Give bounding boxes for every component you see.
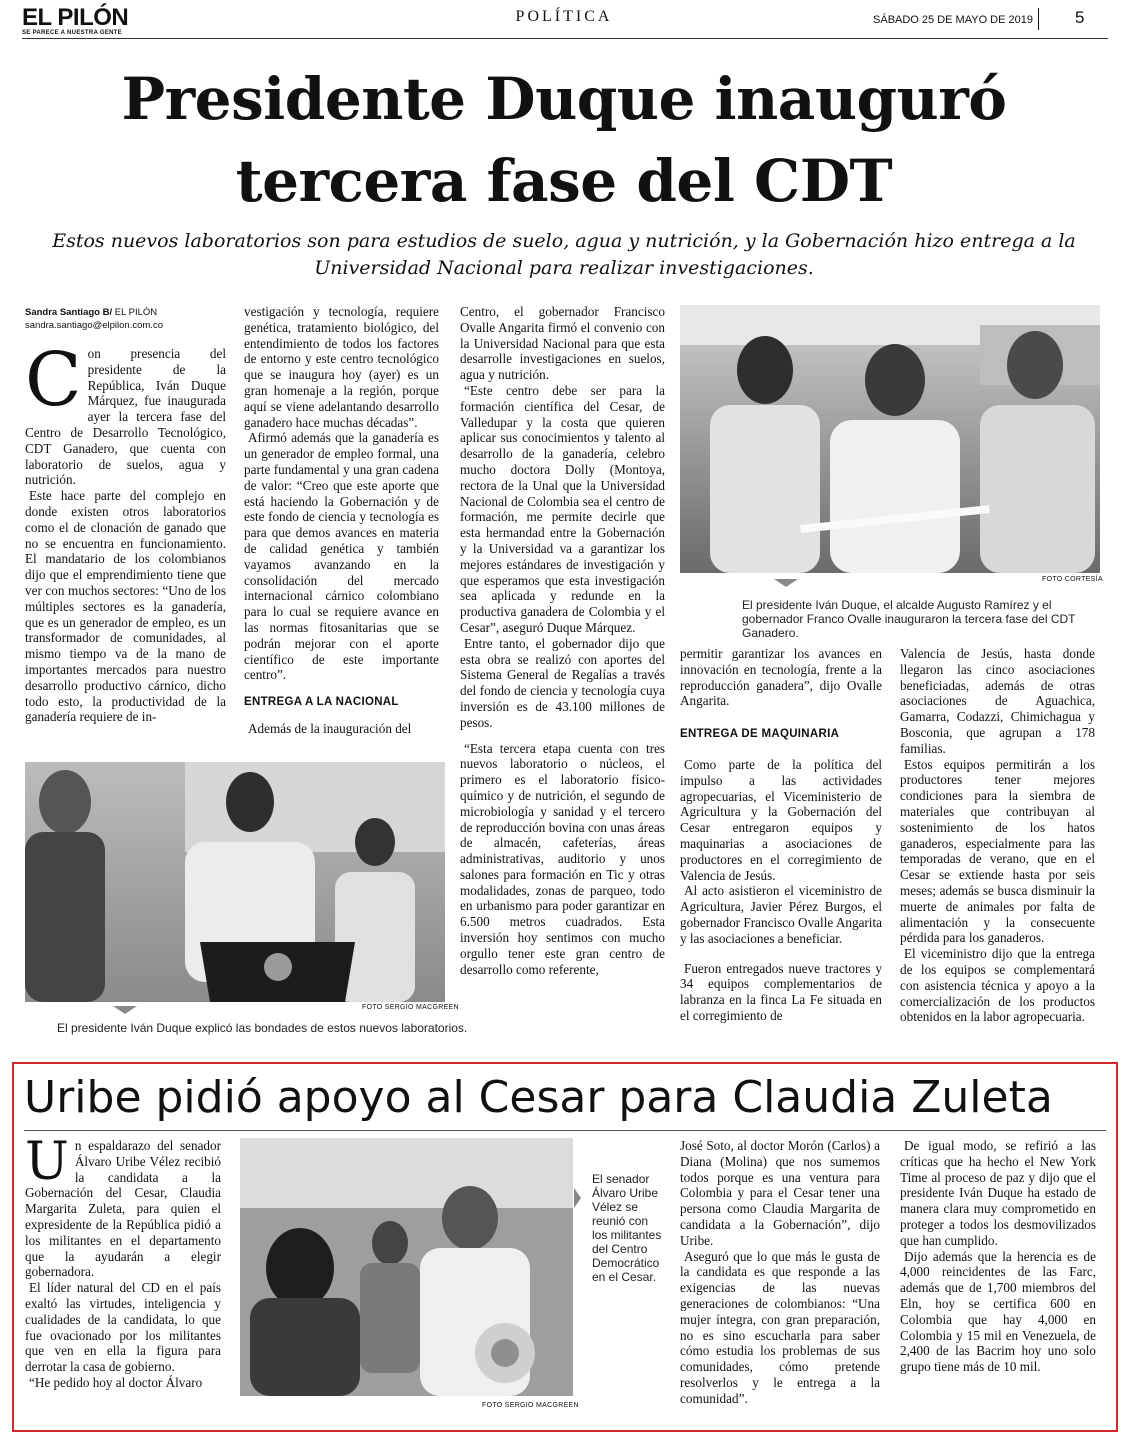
paragraph: “Este centro debe ser para la formación científica del Cesar, de Valledupar y la costa que quieren aplicar sus conocimientos y talento al desarrollo de la ganadería, celebro mucho doctora Dolly (Montoya, rectora de la Unal que la Universidad Nacional de Colombia sea el centro de formación, me permite decirle que esta hermandad entre la Gobernación y la Universidad va a garantizar los mejores estándares de investigación y que esperamos que esta investigación sea aplicada y redunde en la productiva ganadera de Colombia y el Cesar”, aseguró Duque Márquez. bbox=[460, 382, 665, 635]
subhead-entrega-nacional: ENTREGA A LA NACIONAL bbox=[244, 696, 399, 709]
paragraph: Estos equipos permitirán a los productores tener mejores condiciones para la siembra de materiales que contribuyan al sostenimiento de los hatos ganaderos, especialmente para las temporadas de verano, que en el Cesar se extiende hasta por seis meses; además se busca disminuir la muerte de animales por falta de alimentación y la consecuente pérdida para los ganaderos. bbox=[900, 756, 1095, 946]
photo-credit: FOTO SERGIO MACGREEN bbox=[482, 1402, 579, 1409]
paragraph: El viceministro dijo que la entrega de los equipos se complementará con asistencia técnica y apoyo a la comercialización de los productos obtenidos en la labor agropecuaria. bbox=[900, 946, 1095, 1025]
article2-column-4 bbox=[900, 1138, 1096, 1375]
paragraph: Como parte de la política del impulso a las actividades agropecuarias, el Viceministerio de Agricultura y la Gobernación del Cesar entregaron equipos y maquinarias a asociaciones de productores en el corregimiento de Valencia de Jesús. bbox=[680, 756, 882, 883]
article1-column-5 bbox=[900, 646, 1095, 1025]
section-title: POLÍTICA bbox=[515, 8, 613, 25]
paragraph: vestigación y tecnología, requiere genética, tratamiento biológico, del entendimiento de todos los factores de entorno y este centro tecnológico que se inaugura hoy (ayer) es un gran homenaje a la región, porque aquí se viene adelantando desarrollo ganadero hace muchas décadas”. bbox=[244, 304, 439, 430]
paragraph: Afirmó además que la ganadería es un generador de empleo formal, una parte fundamental y una gran cadena de valor: “Creo que este aporte que está haciendo la Gobernación y de este fondo de ciencia y tecnología es para que demos avances en materia de calidad genética y también vayamos avanzando en la consolidación del mercado internacional cárnico colombiano para lo cual se requiere avance en las normas fitosanitarias que se podrán mejorar con el aporte científico de este importante centro”. bbox=[244, 430, 439, 683]
photo-caption: El presidente Iván Duque, el alcalde Augusto Ramírez y el gobernador Franco Ovalle inauguraron la tercera fase del CDT Ganadero. bbox=[742, 598, 1076, 640]
paragraph: El líder natural del CD en el país exaltó las virtudes, inteligencia y cualidades de la candidata, lo que fue ovacionado por los militantes que ven en ella la figura para derrotar la casa de gobierno. bbox=[25, 1280, 221, 1375]
paragraph: José Soto, al doctor Morón (Carlos) a Diana (Molina) que nos sumemos todos porque es una ventura para Colombia y para el Cesar tener una persona como Claudia Margarita de candidata a la Gobernación”, dijo Uribe. bbox=[680, 1138, 880, 1248]
caption-pointer-icon bbox=[574, 1188, 581, 1208]
headline-line-1: Presidente Duque inauguró bbox=[121, 65, 1007, 133]
byline bbox=[25, 306, 163, 332]
paragraph: Al acto asistieron el viceministro de Agricultura, Javier Pérez Burgos, el gobernador Francisco Ovalle Angarita y las asociaciones a beneficiar. bbox=[680, 883, 882, 946]
paragraph: Fueron entregados nueve tractores y 34 equipos complementarios de labranza en la finca La Fe situada en el corregimiento de bbox=[680, 960, 882, 1023]
header-divider bbox=[1038, 8, 1039, 30]
paragraph: De igual modo, se refirió a las críticas que ha hecho el New York Time al proceso de paz y dijo que el presidente Iván Duque ha estado de manera clara muy comprometido en proteger a todos los desmovilizados que han cumplido. bbox=[900, 1138, 1096, 1248]
photo-credit: FOTO CORTESÍA bbox=[1042, 576, 1103, 583]
paragraph: Dijo además que la herencia es de 4,000 reincidentes de las Farc, además que de 1,700 miembros del Eln, hoy se certifica 600 en Colombia que hay 4,000 en Colombia y 15 mil en Venezuela, de 2,400 de las Bacrim hoy uno solo grupo tiene más de 10 mil. bbox=[900, 1248, 1096, 1375]
byline-email[interactable]: sandra.santiago@elpilon.com.co bbox=[25, 320, 163, 331]
page-number: 5 bbox=[1075, 8, 1085, 27]
headline-line-2: tercera fase del CDT bbox=[235, 147, 893, 215]
caption-pointer-icon bbox=[774, 579, 798, 587]
paragraph: on presencia del presidente de la República, Iván Duque Márquez, fue inaugurada ayer la tercera fase del Centro de Desarrollo Tecnológico, CDT Ganadero, que cuenta con laboratorio de suelos, agua y nutrición. bbox=[25, 346, 226, 488]
article2-headline: Uribe pidió apoyo al Cesar para Claudia Zuleta bbox=[24, 1072, 1053, 1123]
article2-column-1 bbox=[25, 1132, 221, 1391]
subhead-entrega-maquinaria: ENTREGA DE MAQUINARIA bbox=[680, 728, 840, 741]
byline-author: Sandra Santiago B/ bbox=[25, 307, 113, 318]
article1-column-3 bbox=[460, 304, 665, 977]
paragraph: permitir garantizar los avances en innovación en tecnología, frente a la reproducción ganadera”, dijo Ovalle Angarita. bbox=[680, 646, 882, 709]
photo-credit: FOTO SERGIO MACGREEN bbox=[362, 1004, 459, 1011]
photo-ribbon-cutting bbox=[680, 305, 1100, 573]
issue-date: SÁBADO 25 DE MAYO DE 2019 bbox=[873, 14, 1033, 26]
photo-duque-podium bbox=[25, 762, 445, 1002]
paragraph: Aseguró que lo que más le gusta de la candidata es que responde a las exigencias de las nuevas generaciones de colombianos: “Una mujer íntegra, con gran preparación, no es sino escucharla para saber cómo estudia los problemas de sus comunidades, cómo pretende resolverlos y le entrega a la comunidad”. bbox=[680, 1248, 880, 1406]
paragraph: Entre tanto, el gobernador dijo que esta obra se realizó con aportes del Sistema General de Regalías a través del fondo de ciencia y tecnología cuya inversión es de 43.100 millones de pesos. bbox=[460, 635, 665, 730]
photo-uribe-militantes bbox=[240, 1138, 573, 1396]
paragraph: Este hace parte del complejo en donde existen otros laboratorios como el de clonación de ganado que no se encuentra en funcionamiento. El mandatario de los colombianos dijo que el emprendimiento tiene que ver con muchos sectores: “Uno de los múltiples sectores es la ganadería, que es un generador de empleo, es un transformador de comunidades, al mismo tiempo va de la mano de importantes mercados para nuestro desarrollo productivo cárnico, dicho todo esto, la productividad de la ganadería requiere de in- bbox=[25, 488, 226, 725]
article2-column-3 bbox=[680, 1138, 880, 1407]
paragraph: n espaldarazo del senador Álvaro Uribe Vélez recibió la candidata a la Gobernación del Cesar, Claudia Margarita Zuleta, para quien el expresidente de la República pidió a los militantes en el departamento que la ayudarán a elegir gobernadora. bbox=[25, 1138, 221, 1280]
main-headline bbox=[0, 58, 1128, 222]
paragraph: Además de la inauguración del bbox=[248, 720, 412, 736]
article1-column-1 bbox=[25, 337, 226, 725]
caption-pointer-icon bbox=[113, 1006, 137, 1014]
photo-caption: El senador Álvaro Uribe Vélez se reunió con los militantes del Centro Democrático en el Cesar. bbox=[592, 1172, 662, 1284]
photo-caption: El presidente Iván Duque explicó las bondades de estos nuevos laboratorios. bbox=[57, 1021, 468, 1035]
article1-column-2 bbox=[244, 304, 439, 737]
article2-rule bbox=[24, 1130, 1106, 1131]
paragraph: “Esta tercera etapa cuenta con tres nuevos laboratorio o núcleos, el primero es el laboratorio físico-químico y de nutrición, el segundo de microbiología y sanidad y el tercero de reproducción bovina con unas áreas de almacén, cafeterías, áreas administrativas, auditorio y unos salones para formación en Tic y otras modalidades, zonas de parqueo, todo en urbanismo para poder garantizar en 6.500 metros cuadrados. Esta inversión hoy sentimos con mucho orgullo tener este gran centro de desarrollo como referente, bbox=[460, 740, 665, 977]
masthead-logo: EL PILÓN bbox=[22, 4, 129, 31]
headline-deck: Estos nuevos laboratorios son para estudios de suelo, agua y nutrición, y la Gobernación hizo entrega a la Universidad Nacional para realizar investigaciones. bbox=[52, 230, 1076, 279]
byline-outlet: EL PILÓN bbox=[112, 307, 158, 318]
masthead-tagline: SE PARECE A NUESTRA GENTE bbox=[22, 30, 123, 36]
dropcap: C bbox=[25, 337, 82, 423]
dropcap: U bbox=[25, 1132, 69, 1192]
paragraph: “He pedido hoy al doctor Álvaro bbox=[29, 1374, 203, 1390]
article1-column-4 bbox=[680, 646, 882, 1024]
paragraph: Centro, el gobernador Francisco Ovalle Angarita firmó el convenio con la Universidad Nacional para que esta desarrolle investigaciones en suelos, agua y nutrición. bbox=[460, 304, 665, 383]
header-rule bbox=[22, 38, 1108, 39]
paragraph: Valencia de Jesús, hasta donde llegaron las cinco asociaciones beneficiadas, además de otras asociaciones de Aguachica, Gamarra, Codazzi, Chimichagua y Bosconia, que agrupan a 178 familias. bbox=[900, 646, 1095, 756]
